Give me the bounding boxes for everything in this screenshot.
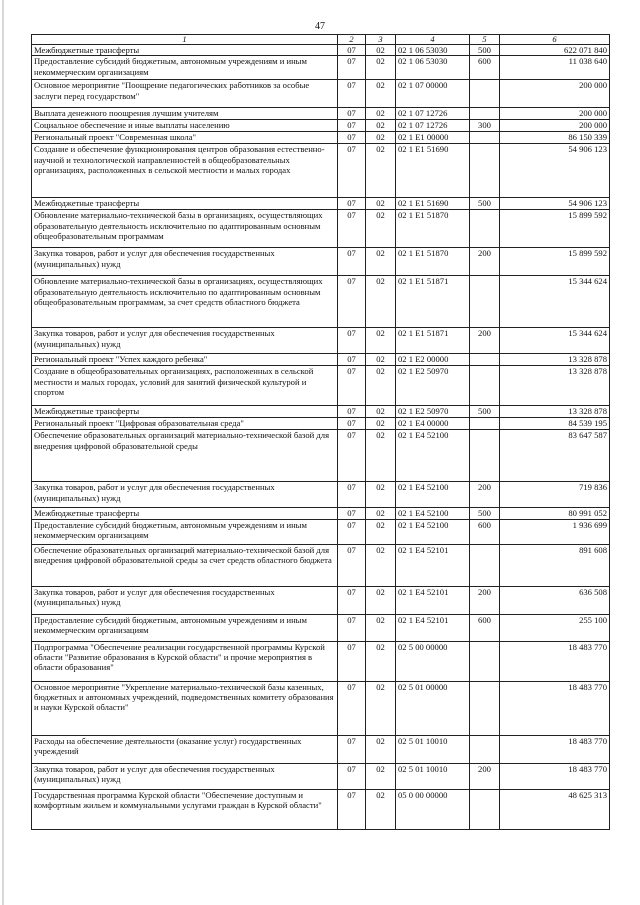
row-amount: 1 936 699: [500, 519, 610, 544]
row-expense-type: 600: [470, 56, 500, 80]
row-amount: 18 483 770: [500, 641, 610, 681]
table-row: [32, 132, 610, 144]
row-name: Создание и обеспечение функционирования центров образования естественно-научной и технологической направленностей в общеобразовательных организациях, расположенных в сельской местности и малых городах: [32, 144, 338, 198]
row-target-article: 02 1 E1 00000: [396, 132, 470, 144]
row-name: Закупка товаров, работ и услуг для обеспечения государственных (муниципальных) нужд: [32, 328, 338, 354]
table-row: [32, 681, 610, 735]
row-section: 07: [338, 789, 366, 829]
table-row: [32, 406, 610, 418]
row-name: Обеспечение образовательных организаций материально-технической базой для внедрения цифровой образовательной среды за счет средств областного бюджета: [32, 544, 338, 586]
budget-table: [31, 34, 610, 830]
col-header-amount: 6: [500, 35, 610, 45]
table-row: [32, 210, 610, 248]
table-row: [32, 276, 610, 328]
table-row: [32, 614, 610, 641]
row-amount: 13 328 878: [500, 354, 610, 366]
row-name: Обновление материально-технической базы в организациях, осуществляющих образовательную деятельность исключительно по адаптированным основным общеобразовательным программам: [32, 210, 338, 248]
row-subsection: 02: [366, 144, 396, 198]
row-target-article: 02 5 01 10010: [396, 735, 470, 763]
row-name: Расходы на обеспечение деятельности (оказание услуг) государственных учреждений: [32, 735, 338, 763]
table-row: [32, 508, 610, 519]
row-amount: 11 038 640: [500, 56, 610, 80]
row-subsection: 02: [366, 735, 396, 763]
row-section: 07: [338, 519, 366, 544]
row-expense-type: [470, 144, 500, 198]
table-row: [32, 544, 610, 586]
row-expense-type: 200: [470, 482, 500, 508]
row-subsection: 02: [366, 586, 396, 614]
row-target-article: 02 5 00 00000: [396, 641, 470, 681]
scan-edge: [2, 0, 4, 905]
row-target-article: 02 1 E4 52100: [396, 519, 470, 544]
column-number-row: [32, 35, 610, 45]
row-amount: 622 071 840: [500, 45, 610, 56]
row-target-article: 02 1 E1 51690: [396, 198, 470, 210]
row-expense-type: 200: [470, 763, 500, 789]
row-section: 07: [338, 418, 366, 430]
row-name: Обеспечение образовательных организаций материально-технической базой для внедрения цифровой образовательной среды: [32, 430, 338, 482]
row-section: 07: [338, 544, 366, 586]
row-section: 07: [338, 56, 366, 80]
row-subsection: 02: [366, 641, 396, 681]
table-row: [32, 144, 610, 198]
row-target-article: 02 1 E1 51871: [396, 276, 470, 328]
row-section: 07: [338, 120, 366, 132]
row-section: 07: [338, 681, 366, 735]
table-row: [32, 641, 610, 681]
row-name: Региональный проект "Цифровая образовательная среда": [32, 418, 338, 430]
row-name: Выплата денежного поощрения лучшим учителям: [32, 108, 338, 120]
row-target-article: 05 0 00 00000: [396, 789, 470, 829]
row-name: Государственная программа Курской области "Обеспечение доступным и комфортным жильем и коммунальными услугами граждан в Курской области": [32, 789, 338, 829]
row-section: 07: [338, 198, 366, 210]
row-name: Региональный проект "Успех каждого ребенка": [32, 354, 338, 366]
page-number: 47: [315, 21, 325, 32]
col-header-target-article: 4: [396, 35, 470, 45]
row-amount: 13 328 878: [500, 406, 610, 418]
row-target-article: 02 1 E2 50970: [396, 406, 470, 418]
row-subsection: 02: [366, 198, 396, 210]
row-name: Основное мероприятие "Поощрение педагогических работников за особые заслуги перед государством": [32, 80, 338, 108]
row-section: 07: [338, 354, 366, 366]
row-target-article: 02 1 E1 51690: [396, 144, 470, 198]
table-row: [32, 198, 610, 210]
table-row: [32, 735, 610, 763]
table-row: [32, 328, 610, 354]
row-target-article: 02 1 E4 52101: [396, 614, 470, 641]
row-target-article: 02 1 E4 00000: [396, 418, 470, 430]
row-section: 07: [338, 763, 366, 789]
row-amount: 15 899 592: [500, 248, 610, 276]
row-section: 07: [338, 430, 366, 482]
row-expense-type: [470, 276, 500, 328]
row-expense-type: [470, 354, 500, 366]
row-target-article: 02 1 06 53030: [396, 45, 470, 56]
row-subsection: 02: [366, 80, 396, 108]
row-subsection: 02: [366, 328, 396, 354]
row-subsection: 02: [366, 614, 396, 641]
col-header-subsection: 3: [366, 35, 396, 45]
row-target-article: 02 1 07 12726: [396, 108, 470, 120]
row-expense-type: [470, 430, 500, 482]
row-target-article: 02 1 07 12726: [396, 120, 470, 132]
row-section: 07: [338, 735, 366, 763]
table-row: [32, 482, 610, 508]
row-target-article: 02 1 E2 00000: [396, 354, 470, 366]
row-amount: 200 000: [500, 108, 610, 120]
row-expense-type: 500: [470, 406, 500, 418]
row-expense-type: 200: [470, 586, 500, 614]
row-amount: 15 344 624: [500, 328, 610, 354]
table-row: [32, 366, 610, 406]
row-name: Закупка товаров, работ и услуг для обеспечения государственных (муниципальных) нужд: [32, 482, 338, 508]
row-expense-type: [470, 789, 500, 829]
row-target-article: 02 5 01 00000: [396, 681, 470, 735]
row-expense-type: [470, 210, 500, 248]
row-amount: 15 344 624: [500, 276, 610, 328]
table-row: [32, 430, 610, 482]
row-subsection: 02: [366, 519, 396, 544]
row-section: 07: [338, 366, 366, 406]
row-expense-type: 200: [470, 248, 500, 276]
table-row: [32, 519, 610, 544]
row-expense-type: 500: [470, 45, 500, 56]
row-subsection: 02: [366, 354, 396, 366]
row-expense-type: [470, 108, 500, 120]
row-name: Закупка товаров, работ и услуг для обеспечения государственных (муниципальных) нужд: [32, 763, 338, 789]
row-name: Межбюджетные трансферты: [32, 45, 338, 56]
row-target-article: 02 1 E1 51870: [396, 210, 470, 248]
table-row: [32, 108, 610, 120]
row-expense-type: [470, 544, 500, 586]
row-target-article: 02 5 01 10010: [396, 763, 470, 789]
row-subsection: 02: [366, 544, 396, 586]
table-row: [32, 56, 610, 80]
row-subsection: 02: [366, 406, 396, 418]
row-subsection: 02: [366, 418, 396, 430]
row-target-article: 02 1 E4 52101: [396, 586, 470, 614]
row-subsection: 02: [366, 120, 396, 132]
table-row: [32, 418, 610, 430]
row-expense-type: [470, 418, 500, 430]
row-amount: 80 991 052: [500, 508, 610, 519]
table-row: [32, 248, 610, 276]
row-name: Межбюджетные трансферты: [32, 198, 338, 210]
row-subsection: 02: [366, 276, 396, 328]
row-section: 07: [338, 80, 366, 108]
row-subsection: 02: [366, 482, 396, 508]
row-section: 07: [338, 641, 366, 681]
row-target-article: 02 1 E1 51870: [396, 248, 470, 276]
row-name: Основное мероприятие "Укрепление материально-технической базы казенных, бюджетных и автономных учреждений, подведомственных комитету образования и науки Курской области": [32, 681, 338, 735]
row-section: 07: [338, 144, 366, 198]
row-expense-type: 500: [470, 508, 500, 519]
table-row: [32, 763, 610, 789]
col-header-section: 2: [338, 35, 366, 45]
row-expense-type: [470, 681, 500, 735]
row-subsection: 02: [366, 366, 396, 406]
row-expense-type: 600: [470, 519, 500, 544]
row-amount: 18 483 770: [500, 681, 610, 735]
row-section: 07: [338, 132, 366, 144]
row-subsection: 02: [366, 763, 396, 789]
row-amount: 891 608: [500, 544, 610, 586]
row-amount: 200 000: [500, 120, 610, 132]
row-expense-type: 300: [470, 120, 500, 132]
row-name: Межбюджетные трансферты: [32, 406, 338, 418]
row-subsection: 02: [366, 108, 396, 120]
row-subsection: 02: [366, 210, 396, 248]
row-name: Закупка товаров, работ и услуг для обеспечения государственных (муниципальных) нужд: [32, 586, 338, 614]
row-amount: 83 647 587: [500, 430, 610, 482]
row-target-article: 02 1 E4 52100: [396, 508, 470, 519]
row-section: 07: [338, 406, 366, 418]
row-subsection: 02: [366, 45, 396, 56]
table-row: [32, 80, 610, 108]
row-amount: 48 625 313: [500, 789, 610, 829]
row-expense-type: 200: [470, 328, 500, 354]
row-amount: 636 508: [500, 586, 610, 614]
row-name: Предоставление субсидий бюджетным, автономным учреждениям и иным некоммерческим организациям: [32, 519, 338, 544]
row-expense-type: 600: [470, 614, 500, 641]
row-amount: 86 150 339: [500, 132, 610, 144]
table-row: [32, 354, 610, 366]
row-name: Предоставление субсидий бюджетным, автономным учреждениям и иным некоммерческим организациям: [32, 614, 338, 641]
row-expense-type: [470, 735, 500, 763]
row-amount: 255 100: [500, 614, 610, 641]
row-amount: 18 483 770: [500, 763, 610, 789]
row-amount: 15 899 592: [500, 210, 610, 248]
row-target-article: 02 1 06 53030: [396, 56, 470, 80]
table-row: [32, 120, 610, 132]
row-target-article: 02 1 E4 52100: [396, 482, 470, 508]
row-name: Региональный проект "Современная школа": [32, 132, 338, 144]
row-amount: 18 483 770: [500, 735, 610, 763]
row-section: 07: [338, 45, 366, 56]
row-name: Обновление материально-технической базы в организациях, осуществляющих образовательную деятельность исключительно по адаптированным основным общеобразовательным программам, за счет средств областного бюджета: [32, 276, 338, 328]
row-target-article: 02 1 E4 52100: [396, 430, 470, 482]
row-amount: 54 906 123: [500, 144, 610, 198]
row-subsection: 02: [366, 430, 396, 482]
row-expense-type: [470, 366, 500, 406]
table-row: [32, 45, 610, 56]
row-subsection: 02: [366, 789, 396, 829]
col-header-expense-type: 5: [470, 35, 500, 45]
table-row: [32, 789, 610, 829]
col-header-name: 1: [32, 35, 338, 45]
row-expense-type: 500: [470, 198, 500, 210]
row-subsection: 02: [366, 56, 396, 80]
table-row: [32, 586, 610, 614]
row-expense-type: [470, 641, 500, 681]
row-amount: 84 539 195: [500, 418, 610, 430]
row-name: Социальное обеспечение и иные выплаты населению: [32, 120, 338, 132]
row-subsection: 02: [366, 132, 396, 144]
row-target-article: 02 1 E1 51871: [396, 328, 470, 354]
row-name: Предоставление субсидий бюджетным, автономным учреждениям и иным некоммерческим организациям: [32, 56, 338, 80]
row-name: Подпрограмма "Обеспечение реализации государственной программы Курской области "Развитие образования в Курской области" и прочие мероприятия в области образования": [32, 641, 338, 681]
row-name: Создание в общеобразовательных организациях, расположенных в сельской местности и малых городах, условий для занятий физической культурой и спортом: [32, 366, 338, 406]
row-subsection: 02: [366, 508, 396, 519]
row-section: 07: [338, 614, 366, 641]
row-section: 07: [338, 586, 366, 614]
row-section: 07: [338, 210, 366, 248]
row-amount: 200 000: [500, 80, 610, 108]
row-subsection: 02: [366, 248, 396, 276]
row-name: Закупка товаров, работ и услуг для обеспечения государственных (муниципальных) нужд: [32, 248, 338, 276]
row-target-article: 02 1 E4 52101: [396, 544, 470, 586]
row-amount: 13 328 878: [500, 366, 610, 406]
row-subsection: 02: [366, 681, 396, 735]
row-section: 07: [338, 108, 366, 120]
row-section: 07: [338, 482, 366, 508]
row-target-article: 02 1 E2 50970: [396, 366, 470, 406]
row-section: 07: [338, 248, 366, 276]
row-target-article: 02 1 07 00000: [396, 80, 470, 108]
row-section: 07: [338, 328, 366, 354]
row-section: 07: [338, 276, 366, 328]
row-name: Межбюджетные трансферты: [32, 508, 338, 519]
row-expense-type: [470, 80, 500, 108]
row-amount: 719 836: [500, 482, 610, 508]
row-amount: 54 906 123: [500, 198, 610, 210]
row-expense-type: [470, 132, 500, 144]
row-section: 07: [338, 508, 366, 519]
